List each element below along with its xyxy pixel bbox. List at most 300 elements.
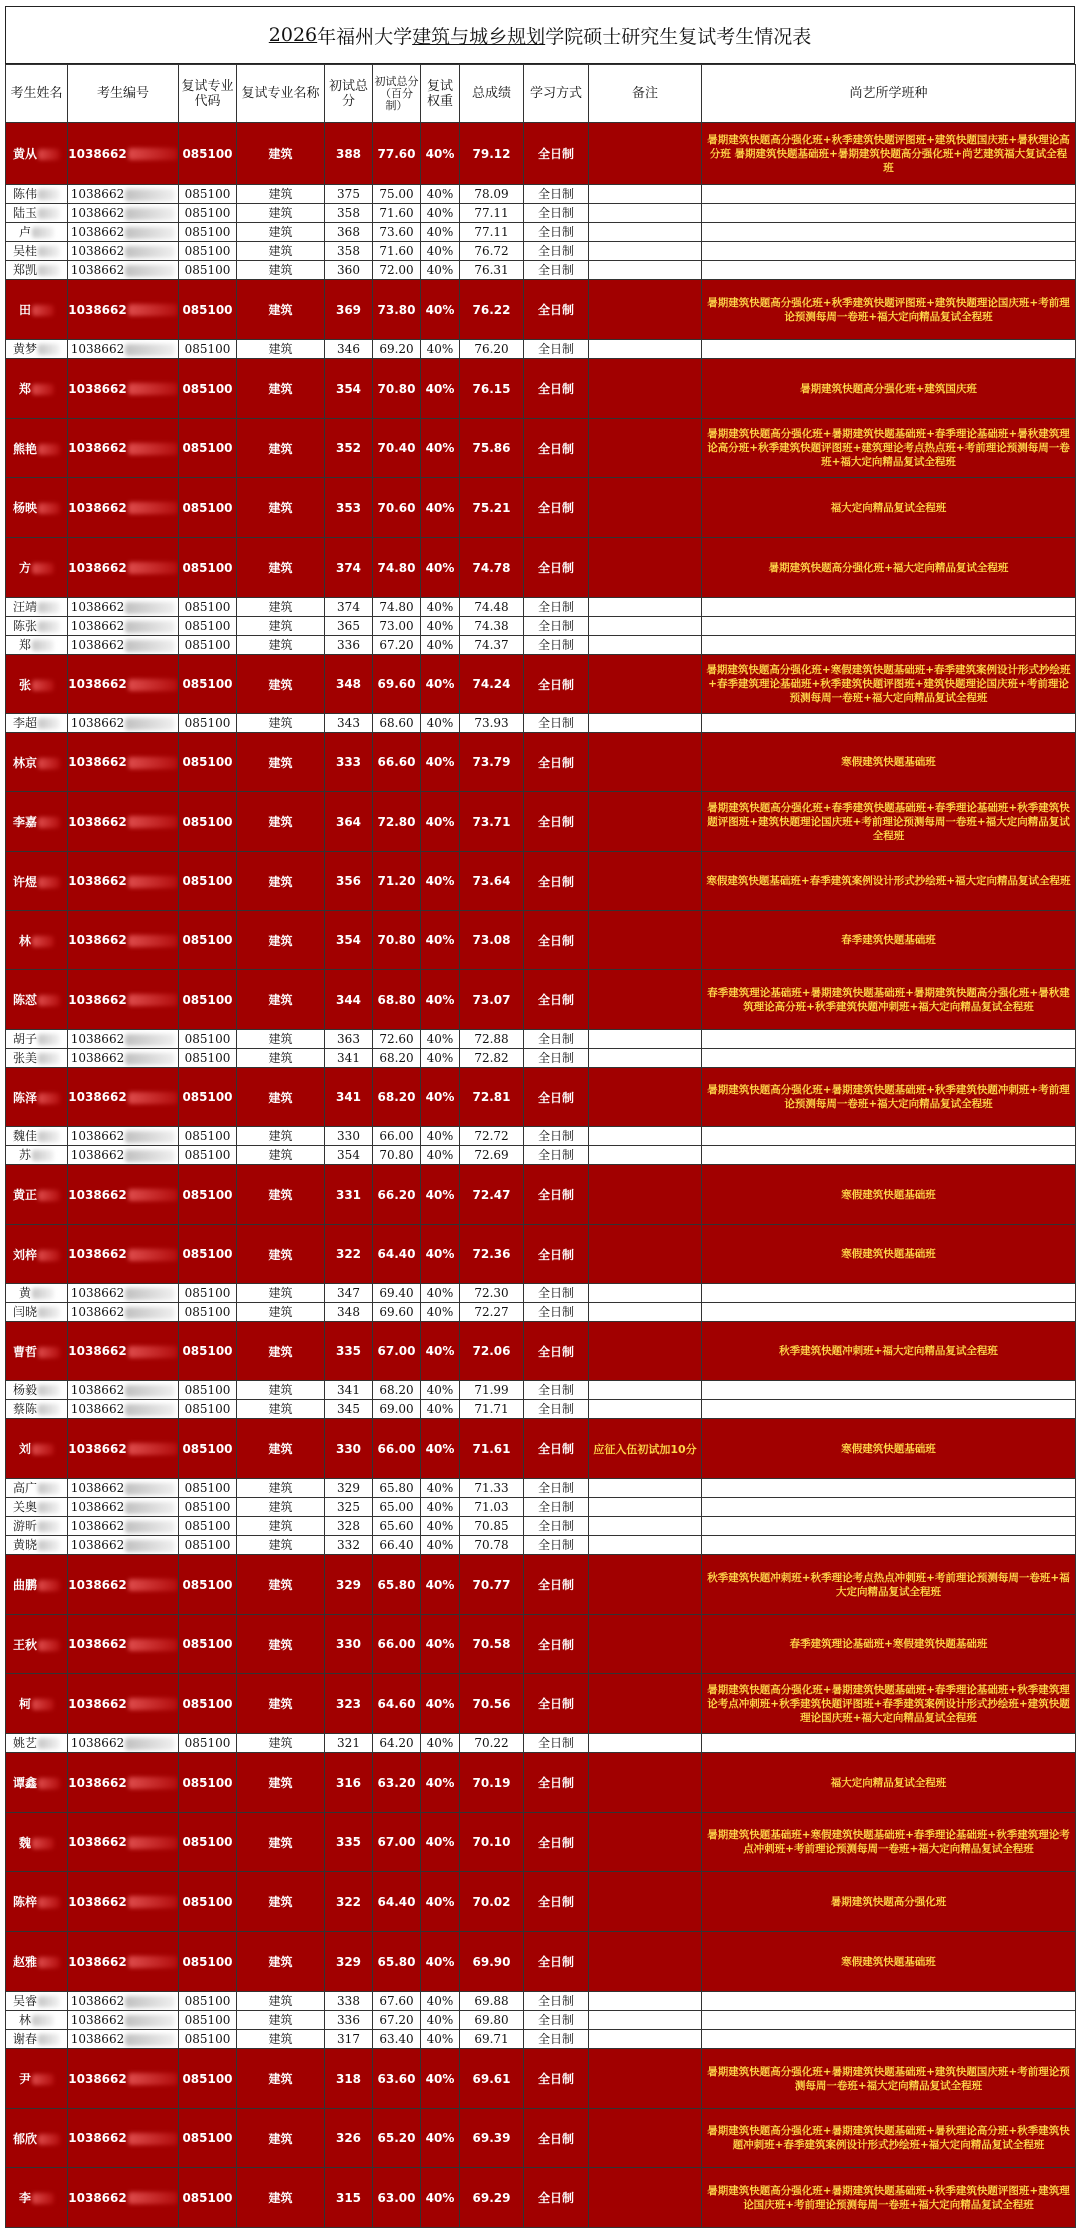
cell-code xyxy=(179,1498,237,1517)
cell-id-text: 1038662 xyxy=(68,1954,127,1969)
cell-init-score-text: 358 xyxy=(337,206,360,220)
cell-init-score xyxy=(325,2049,373,2109)
cell-major xyxy=(237,598,325,617)
redaction-blur xyxy=(38,1957,60,1968)
cell-id xyxy=(68,185,179,204)
cell-total xyxy=(460,792,524,852)
cell-major-text: 建筑 xyxy=(268,2032,293,2046)
cell-id xyxy=(68,280,179,340)
cell-init-pct-text: 68.60 xyxy=(379,716,414,730)
cell-id xyxy=(68,1400,179,1419)
cell-total-text: 71.03 xyxy=(474,1500,509,1514)
cell-weight-text: 40% xyxy=(425,302,455,317)
cell-major xyxy=(237,1381,325,1400)
redaction-blur xyxy=(125,1385,175,1397)
cell-remark xyxy=(589,2109,702,2168)
cell-init-score-text: 329 xyxy=(335,1954,362,1969)
cell-weight xyxy=(421,1734,460,1753)
redaction-blur xyxy=(128,1579,178,1591)
cell-code xyxy=(179,1419,237,1479)
cell-weight xyxy=(421,1381,460,1400)
cell-id-text: 1038662 xyxy=(70,1129,125,1143)
cell-total-text: 79.12 xyxy=(472,146,511,161)
cell-code xyxy=(179,538,237,598)
highlighted-table-row xyxy=(6,1813,1076,1872)
cell-mode xyxy=(524,1400,589,1419)
cell-major-text: 建筑 xyxy=(268,993,293,1007)
cell-mode-text: 全日制 xyxy=(537,206,574,220)
cell-name-text: 柯 xyxy=(18,1697,31,1711)
cell-total-text: 71.61 xyxy=(472,1441,511,1456)
cell-init-score xyxy=(325,1381,373,1400)
cell-name xyxy=(6,340,68,359)
cell-total xyxy=(460,478,524,538)
cell-init-score xyxy=(325,419,373,478)
cell-init-score-text: 375 xyxy=(337,187,360,201)
cell-init-score xyxy=(325,1517,373,1536)
cell-major xyxy=(237,123,325,185)
title-suffix: 学院硕士研究生复试考生情况表 xyxy=(545,25,812,48)
cell-total xyxy=(460,1322,524,1381)
cell-major-text: 建筑 xyxy=(268,263,293,277)
cell-course xyxy=(702,359,1076,419)
cell-id xyxy=(68,1049,179,1068)
cell-course-text: 寒假建筑快题基础班+春季建筑案例设计形式抄绘班+福大定向精品复试全程班 xyxy=(706,875,1071,887)
cell-init-score-text: 322 xyxy=(335,1894,362,1909)
table-row xyxy=(6,1517,1076,1536)
cell-mode xyxy=(524,1381,589,1400)
redaction-blur xyxy=(128,1249,178,1261)
cell-weight xyxy=(421,1517,460,1536)
cell-init-pct xyxy=(373,1615,421,1674)
cell-mode xyxy=(524,2011,589,2030)
cell-init-pct-text: 67.00 xyxy=(377,1835,416,1849)
cell-code xyxy=(179,1753,237,1813)
cell-weight-text: 40% xyxy=(426,2032,454,2046)
redaction-blur xyxy=(38,344,60,355)
cell-mode xyxy=(524,1992,589,2011)
cell-name-text: 林 xyxy=(18,2013,31,2027)
cell-mode-text: 全日制 xyxy=(537,1148,574,1162)
cell-mode-text: 全日制 xyxy=(537,263,574,277)
cell-code-text: 085100 xyxy=(184,244,231,258)
cell-course xyxy=(702,1284,1076,1303)
cell-id xyxy=(68,419,179,478)
cell-init-pct xyxy=(373,1322,421,1381)
cell-init-pct xyxy=(373,2168,421,2228)
cell-total-text: 77.11 xyxy=(474,206,509,220)
cell-id-text: 1038662 xyxy=(70,187,125,201)
redaction-blur xyxy=(32,680,54,691)
redaction-blur xyxy=(38,2134,60,2145)
cell-mode-text: 全日制 xyxy=(537,303,574,317)
cell-course-text: 福大定向精品复试全程班 xyxy=(830,1776,947,1789)
cell-name-text: 赵雅 xyxy=(12,1955,37,1969)
cell-code xyxy=(179,359,237,419)
cell-mode-text: 全日制 xyxy=(537,993,574,1007)
cell-total xyxy=(460,340,524,359)
cell-course-text: 暑期建筑快题高分强化班+暑期建筑快题基础班+建筑快题国庆班+考前理论预测每周一卷班+福大定向精品复试全程班 xyxy=(707,2065,1070,2092)
cell-mode xyxy=(524,852,589,911)
cell-total xyxy=(460,733,524,792)
cell-weight-text: 40% xyxy=(425,1344,455,1358)
cell-weight xyxy=(421,636,460,655)
cell-name-text: 苏 xyxy=(18,1148,31,1162)
cell-remark xyxy=(589,1555,702,1615)
cell-course xyxy=(702,1932,1076,1992)
cell-id xyxy=(68,1284,179,1303)
cell-course xyxy=(702,1381,1076,1400)
cell-init-score xyxy=(325,714,373,733)
cell-id xyxy=(68,1322,179,1381)
redaction-blur xyxy=(125,1502,175,1514)
cell-total xyxy=(460,1753,524,1813)
cell-name xyxy=(6,478,68,538)
highlighted-table-row xyxy=(6,280,1076,340)
cell-init-score xyxy=(325,280,373,340)
cell-init-score xyxy=(325,1146,373,1165)
cell-init-score-text: 388 xyxy=(335,146,362,161)
cell-major-text: 建筑 xyxy=(268,1442,293,1456)
cell-major-text: 建筑 xyxy=(268,1383,293,1397)
cell-init-score xyxy=(325,2011,373,2030)
cell-major xyxy=(237,1615,325,1674)
cell-remark xyxy=(589,223,702,242)
cell-init-pct-text: 73.00 xyxy=(379,619,414,633)
cell-total xyxy=(460,655,524,714)
cell-init-score xyxy=(325,636,373,655)
cell-name-text: 李嘉 xyxy=(12,815,37,829)
cell-init-score-text: 343 xyxy=(337,716,360,730)
cell-code xyxy=(179,1381,237,1400)
cell-id xyxy=(68,359,179,419)
cell-id-text: 1038662 xyxy=(68,1577,127,1592)
cell-total xyxy=(460,204,524,223)
cell-id xyxy=(68,1303,179,1322)
cell-code xyxy=(179,1284,237,1303)
cell-weight xyxy=(421,792,460,852)
cell-name xyxy=(6,1381,68,1400)
cell-mode-text: 全日制 xyxy=(537,561,574,575)
cell-id-text: 1038662 xyxy=(68,302,127,317)
cell-id-text: 1038662 xyxy=(70,638,125,652)
cell-id-text: 1038662 xyxy=(70,1519,125,1533)
cell-name xyxy=(6,1068,68,1127)
cell-init-score-text: 330 xyxy=(335,1441,362,1456)
cell-name xyxy=(6,1303,68,1322)
cell-code xyxy=(179,911,237,970)
cell-total-text: 70.77 xyxy=(472,1577,511,1592)
cell-init-pct xyxy=(373,1225,421,1284)
cell-name-text: 方 xyxy=(18,561,31,575)
cell-init-pct xyxy=(373,733,421,792)
cell-weight-text: 40% xyxy=(425,1247,455,1261)
cell-total-text: 70.85 xyxy=(474,1519,509,1533)
sheet-title xyxy=(5,6,1075,64)
cell-mode xyxy=(524,1498,589,1517)
cell-init-pct xyxy=(373,185,421,204)
cell-weight-text: 40% xyxy=(426,1402,454,1416)
cell-init-score xyxy=(325,1932,373,1992)
cell-init-pct xyxy=(373,2030,421,2049)
cell-code xyxy=(179,1049,237,1068)
cell-code xyxy=(179,1165,237,1225)
cell-init-score-text: 352 xyxy=(335,441,362,455)
cell-init-pct xyxy=(373,1419,421,1479)
cell-total-text: 71.33 xyxy=(474,1481,509,1495)
cell-init-pct-text: 64.20 xyxy=(379,1736,414,1750)
cell-init-score-text: 354 xyxy=(335,933,362,947)
redaction-blur xyxy=(125,1150,175,1162)
cell-name-text: 游昕 xyxy=(12,1519,37,1533)
cell-mode xyxy=(524,911,589,970)
cell-mode xyxy=(524,655,589,714)
highlighted-table-row xyxy=(6,2109,1076,2168)
cell-mode xyxy=(524,2168,589,2228)
cell-weight xyxy=(421,911,460,970)
cell-course-text: 春季建筑快题基础班 xyxy=(841,934,936,946)
cell-init-pct-text: 63.40 xyxy=(379,2032,414,2046)
cell-code xyxy=(179,655,237,714)
cell-total xyxy=(460,1555,524,1615)
cell-remark xyxy=(589,911,702,970)
cell-name-text: 高广 xyxy=(12,1481,37,1495)
header-row xyxy=(6,65,1076,123)
cell-major xyxy=(237,1303,325,1322)
cell-weight xyxy=(421,280,460,340)
cell-total xyxy=(460,538,524,598)
redaction-blur xyxy=(38,621,60,632)
cell-id xyxy=(68,2109,179,2168)
redaction-blur xyxy=(38,1778,60,1789)
redaction-blur xyxy=(32,1838,54,1849)
cell-mode xyxy=(524,1165,589,1225)
cell-total xyxy=(460,636,524,655)
cell-weight xyxy=(421,1753,460,1813)
cell-mode-text: 全日制 xyxy=(537,600,574,614)
highlighted-table-row xyxy=(6,1872,1076,1932)
cell-weight xyxy=(421,1303,460,1322)
cell-course xyxy=(702,123,1076,185)
cell-mode xyxy=(524,617,589,636)
cell-weight-text: 40% xyxy=(426,1032,454,1046)
cell-total xyxy=(460,1146,524,1165)
cell-major-text: 建筑 xyxy=(268,501,293,515)
cell-init-pct-text: 65.80 xyxy=(377,1954,416,1969)
cell-total xyxy=(460,1030,524,1049)
cell-code xyxy=(179,598,237,617)
cell-remark xyxy=(589,1517,702,1536)
highlighted-table-row xyxy=(6,2049,1076,2109)
cell-weight-text: 40% xyxy=(426,187,454,201)
highlighted-table-row xyxy=(6,1674,1076,1734)
cell-code-text: 085100 xyxy=(182,1775,233,1790)
cell-id-text: 1038662 xyxy=(68,1090,127,1104)
cell-code xyxy=(179,1303,237,1322)
cell-name-text: 谭鑫 xyxy=(12,1776,37,1790)
cell-id-text: 1038662 xyxy=(68,2071,127,2086)
redaction-blur xyxy=(128,994,178,1006)
cell-mode-text: 全日制 xyxy=(537,2032,574,2046)
cell-remark xyxy=(589,714,702,733)
cell-weight-text: 40% xyxy=(426,1481,454,1495)
cell-mode-text: 全日制 xyxy=(537,1344,574,1359)
cell-init-score-text: 329 xyxy=(335,1577,362,1592)
cell-total-text: 72.81 xyxy=(472,1090,511,1104)
cell-code-text: 085100 xyxy=(182,1637,233,1651)
cell-total-text: 71.71 xyxy=(474,1402,509,1416)
cell-name xyxy=(6,419,68,478)
highlighted-table-row xyxy=(6,911,1076,970)
cell-init-pct xyxy=(373,1536,421,1555)
cell-total-text: 70.02 xyxy=(472,1894,511,1909)
cell-init-score xyxy=(325,1992,373,2011)
cell-id xyxy=(68,733,179,792)
cell-major xyxy=(237,1400,325,1419)
cell-id-text: 1038662 xyxy=(70,1032,125,1046)
cell-code-text: 085100 xyxy=(184,1736,231,1750)
cell-init-pct-text: 71.20 xyxy=(377,874,416,888)
cell-course xyxy=(702,2109,1076,2168)
cell-total xyxy=(460,1400,524,1419)
cell-init-score-text: 365 xyxy=(337,619,360,633)
cell-init-pct-text: 70.80 xyxy=(377,381,416,396)
cell-course xyxy=(702,970,1076,1030)
cell-major xyxy=(237,1872,325,1932)
cell-name xyxy=(6,1536,68,1555)
cell-major-text: 建筑 xyxy=(268,1286,293,1300)
cell-init-score-text: 321 xyxy=(337,1736,360,1750)
cell-id xyxy=(68,852,179,911)
cell-code-text: 085100 xyxy=(184,2013,231,2027)
cell-name-text: 许煜 xyxy=(12,874,37,889)
cell-weight-text: 40% xyxy=(425,933,455,947)
cell-name xyxy=(6,1284,68,1303)
cell-major xyxy=(237,733,325,792)
cell-remark xyxy=(589,1049,702,1068)
cell-course-text: 寒假建筑快题基础班 xyxy=(841,756,936,768)
cell-major-text: 建筑 xyxy=(268,1032,293,1046)
cell-major-text: 建筑 xyxy=(268,441,293,456)
cell-major-text: 建筑 xyxy=(268,225,293,239)
cell-code xyxy=(179,1225,237,1284)
cell-major xyxy=(237,1674,325,1734)
cell-mode xyxy=(524,1517,589,1536)
cell-id-text: 1038662 xyxy=(68,677,127,691)
cell-init-score xyxy=(325,359,373,419)
redaction-blur xyxy=(125,621,175,633)
cell-id xyxy=(68,1479,179,1498)
cell-name-text: 陈张 xyxy=(12,619,37,633)
cell-total xyxy=(460,280,524,340)
cell-name xyxy=(6,1479,68,1498)
cell-id-text: 1038662 xyxy=(68,2131,127,2145)
redaction-blur xyxy=(128,1443,178,1455)
cell-code-text: 085100 xyxy=(182,441,233,455)
cell-major xyxy=(237,2011,325,2030)
cell-weight-text: 40% xyxy=(426,638,454,652)
cell-mode xyxy=(524,1932,589,1992)
cell-course-text: 秋季建筑快题冲刺班+秋季理论考点热点冲刺班+考前理论预测每周一卷班+福大定向精品复试全程班 xyxy=(707,1571,1070,1598)
cell-course xyxy=(702,733,1076,792)
cell-init-score xyxy=(325,1674,373,1734)
cell-mode-text: 全日制 xyxy=(537,1519,574,1533)
cell-weight-text: 40% xyxy=(425,677,455,691)
cell-id xyxy=(68,261,179,280)
cell-init-score-text: 374 xyxy=(335,560,362,575)
cell-course xyxy=(702,1400,1076,1419)
cell-total-text: 76.15 xyxy=(472,381,511,396)
cell-id xyxy=(68,1753,179,1813)
cell-init-pct xyxy=(373,204,421,223)
redaction-blur xyxy=(128,502,178,514)
cell-major-text: 建筑 xyxy=(268,1188,293,1202)
cell-course xyxy=(702,261,1076,280)
cell-init-pct xyxy=(373,852,421,911)
cell-total xyxy=(460,714,524,733)
cell-init-pct xyxy=(373,1146,421,1165)
cell-init-score-text: 328 xyxy=(337,1519,360,1533)
table-row xyxy=(6,1400,1076,1419)
cell-init-pct xyxy=(373,792,421,852)
cell-name-text: 黄 xyxy=(18,1286,31,1300)
cell-init-pct xyxy=(373,1068,421,1127)
cell-mode xyxy=(524,1127,589,1146)
cell-name xyxy=(6,2030,68,2049)
cell-id-text: 1038662 xyxy=(68,1441,127,1456)
cell-name xyxy=(6,852,68,911)
cell-remark xyxy=(589,1674,702,1734)
redaction-blur xyxy=(128,148,178,160)
cell-total-text: 70.78 xyxy=(474,1538,509,1552)
cell-major-text: 建筑 xyxy=(268,1578,293,1592)
cell-init-pct xyxy=(373,655,421,714)
cell-id-text: 1038662 xyxy=(68,1894,127,1909)
cell-weight-text: 40% xyxy=(426,244,454,258)
cell-name xyxy=(6,1813,68,1872)
redaction-blur xyxy=(128,2073,178,2085)
cell-name-text: 吴睿 xyxy=(12,1994,37,2008)
cell-mode xyxy=(524,792,589,852)
header-total: 总成绩 xyxy=(460,65,524,123)
cell-init-pct-text: 63.00 xyxy=(377,2190,416,2205)
cell-mode-text: 全日制 xyxy=(537,1090,574,1105)
cell-id-text: 1038662 xyxy=(68,560,127,575)
cell-code xyxy=(179,2011,237,2030)
cell-init-pct-text: 70.60 xyxy=(377,500,416,515)
cell-total-text: 72.27 xyxy=(474,1305,509,1319)
cell-weight xyxy=(421,1284,460,1303)
cell-init-pct-text: 69.00 xyxy=(379,1402,414,1416)
title-college: 建筑与城乡规划 xyxy=(412,25,546,48)
cell-name xyxy=(6,538,68,598)
cell-course xyxy=(702,655,1076,714)
header-code: 复试专业代码 xyxy=(179,65,237,123)
cell-remark xyxy=(589,2049,702,2109)
cell-init-pct xyxy=(373,911,421,970)
cell-major xyxy=(237,1734,325,1753)
cell-init-score-text: 341 xyxy=(335,1090,362,1104)
cell-id-text: 1038662 xyxy=(70,1305,125,1319)
cell-weight xyxy=(421,1479,460,1498)
cell-total-text: 72.88 xyxy=(474,1032,509,1046)
cell-major-text: 建筑 xyxy=(268,755,293,770)
cell-init-pct-text: 68.20 xyxy=(377,1090,416,1104)
cell-weight xyxy=(421,223,460,242)
cell-weight xyxy=(421,419,460,478)
cell-id xyxy=(68,123,179,185)
cell-total-text: 72.82 xyxy=(474,1051,509,1065)
